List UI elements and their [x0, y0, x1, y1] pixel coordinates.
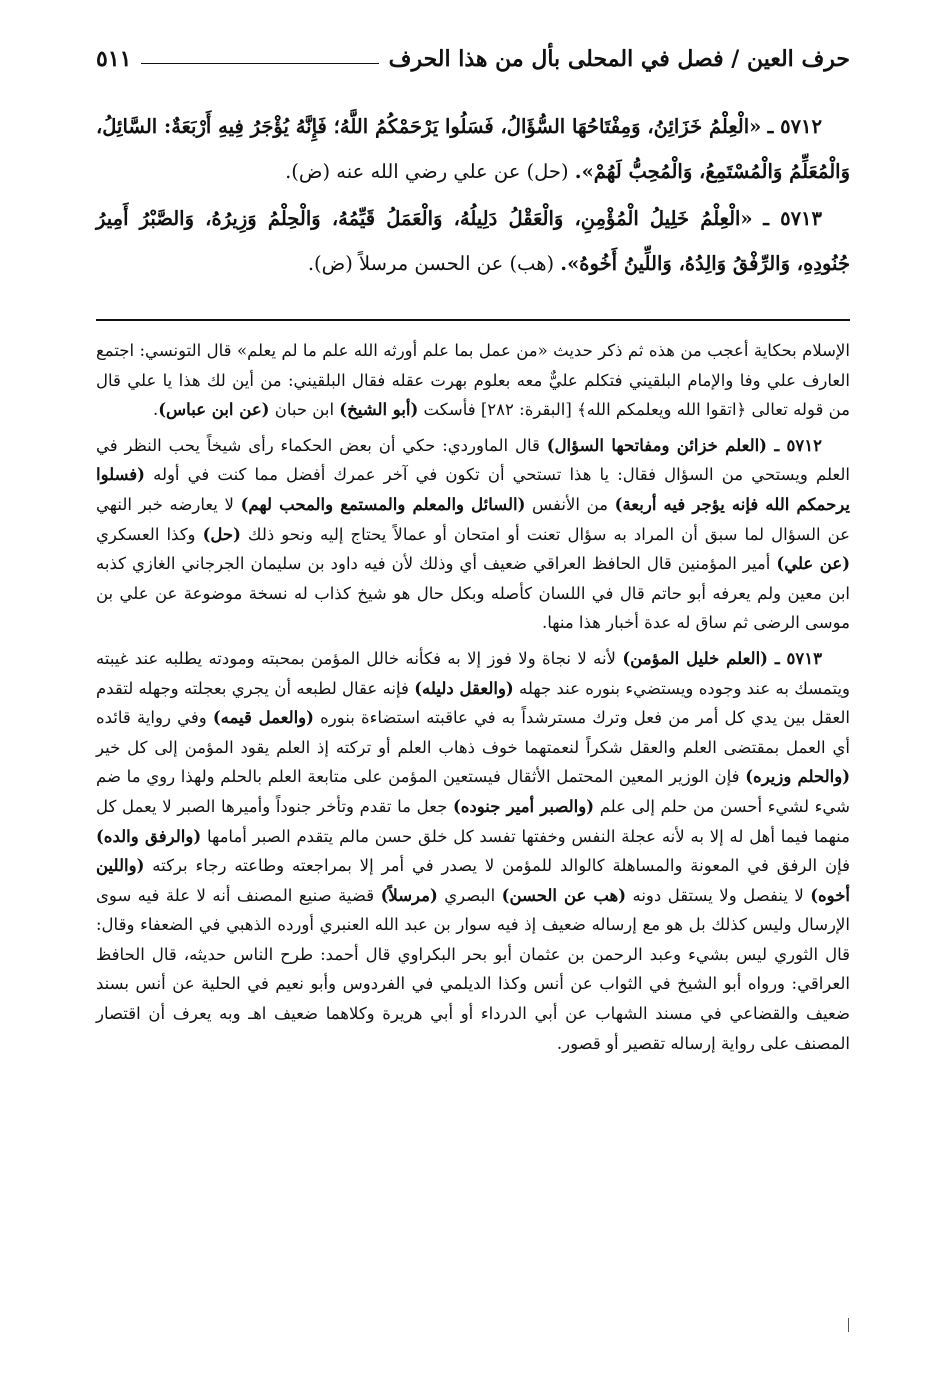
commentary-bold: (عن ابن عباس)	[158, 400, 270, 420]
commentary-bold: (والعمل قيمه)	[212, 708, 314, 728]
commentary-text: .	[152, 400, 159, 420]
commentary-text: وفي رواية قائده أي العمل بمقتضى العلم والعقل شكراً لنعمتهما خوف ذهاب العلم أو تركته إذ العلم يقود المؤمن إلى كل خير	[96, 708, 850, 757]
hadith-source: (حل) عن علي رضي الله عنه (ض).	[285, 160, 575, 183]
commentary-text: من الأنفس	[525, 494, 615, 514]
header-rule	[141, 63, 378, 64]
hadith-5712	[96, 104, 850, 194]
commentary-paragraph-5713	[96, 644, 850, 1058]
commentary-text: لا ينفصل ولا يستقل دونه	[626, 885, 811, 905]
commentary-bold: (حل)	[202, 524, 241, 544]
commentary-bold: (مرسلاً)	[380, 885, 438, 905]
hadith-source: (هب) عن الحسن مرسلاً (ض).	[307, 252, 561, 275]
commentary-bold: (والرفق والده)	[96, 826, 202, 846]
section-divider	[96, 319, 850, 321]
commentary-text: فإن الوزير المعين المحتمل الأثقال فيستعين المؤمن على متابعة العلم بالحلم ولهذا روي ما ضم شيء لشيء أحسن من حلم إلى علم	[96, 767, 850, 816]
commentary-bold: (هب عن الحسن)	[501, 885, 627, 905]
commentary-paragraph-continuation	[96, 336, 850, 425]
commentary-bold: (السائل والمعلم والمستمع والمحب لهم)	[240, 494, 526, 514]
commentary-text: لأنه لا نجاة ولا فوز إلا به فكأنه خالل المؤمن بمحبته ومودته يطلبه عند غيبته ويتمسك به عند وجوده ويستضيء بنوره عند جهله	[96, 648, 851, 698]
commentary-text: فإنه عقال لطبعه أن يجري بعجلته وجهله لتقدم العقل بين يدي كل أمر من فعل وترك مسترشداً به في عاقبته استضاءة بنوره	[96, 678, 850, 728]
running-header	[96, 40, 850, 78]
commentary-bold: (أبو الشيخ)	[339, 400, 419, 420]
hadith-number: ٥٧١٣ ـ	[763, 207, 822, 230]
commentary-bold: (واللين أخوه)	[96, 856, 850, 905]
hadith-number: ٥٧١٢ ـ	[767, 115, 822, 138]
commentary-bold: (والصبر أمير جنوده)	[452, 796, 595, 816]
commentary-bold: ٥٧١٣ ـ (العلم خليل المؤمن)	[622, 648, 822, 668]
commentary-bold: (والحلم وزيره)	[745, 767, 850, 787]
hadith-text-block	[96, 104, 850, 288]
commentary-text: جعل ما تقدم وتأخر جنوداً وأميرها الصبر لا يعمل كل منهما فيما أهل له إلا به لأنه عجلة النفس وخفتها تفسد كل خلق حسن مالم يتقدم الصبر أمامها	[96, 796, 850, 846]
hadith-matn: «الْعِلْمُ خَزَائِنُ، وَمِفْتَاحُهَا السُّؤَالُ، فَسَلُوا يَرْحَمْكُمُ اللَّهُ؛ فَإِنَّهُ يُؤْجَرُ فِيهِ أَرْبَعَةٌ: السَّائِلُ، وَالْمُعَلِّمُ وَالْمُسْتَمِعُ، وَالْمُحِبُّ لَهُمْ».	[96, 115, 850, 183]
commentary-bold: (عن علي)	[776, 554, 850, 574]
commentary-text: الإسلام بحكاية أعجب من هذه ثم ذكر حديث «من عمل بما علم أورثه الله علم ما لم يعلم» قال التونسي: اجتمع العارف علي وفا والإمام البلقيني فتكلم عليٌّ معه بعلوم بهرت عقله فقال البلقيني: من أين لك هذا يا علي قال من قوله تعالى ﴿اتقوا الله ويعلمكم الله﴾ [البقرة: ٢٨٢] فأسكت	[96, 341, 850, 420]
commentary-block	[96, 336, 850, 1064]
commentary-text: البصري	[437, 885, 502, 905]
commentary-text: لا يعارضه خبر النهي عن السؤال لما سبق أن المراد به سؤال تعنت أو امتحان أو عمالاً يحتاج إليه ونحو ذلك	[96, 494, 850, 544]
commentary-text: ابن حبان	[269, 400, 340, 420]
commentary-text: قال الماوردي: حكي أن بعض الحكماء رأى شيخاً يحب النظر في العلم ويستحي من السؤال فقال: يا هذا تستحي أن تكون في آخر عمرك أفضل مما كنت في أوله	[96, 435, 850, 485]
commentary-text: وكذا العسكري	[96, 524, 203, 544]
commentary-bold: (والعقل دليله)	[414, 678, 514, 698]
commentary-text: أمير المؤمنين قال الحافظ العراقي ضعيف أي وذلك لأن فيه داود بن سليمان الجرجاني الغازي كذبه ابن معين ولم يعرفه أبو حاتم قال في اللسان كأصله وبكل حال هو شيخ كذاب له نسخة موضوعة عن علي بن موسى الرضى ثم ساق له عدة أخبار هذا منها.	[96, 554, 850, 633]
header-title: حرف العين / فصل في المحلى بأل من هذا الحرف	[388, 46, 850, 72]
commentary-paragraph-5712	[96, 431, 850, 638]
commentary-text: فإن الرفق في المعونة والمساهلة كالوالد للمؤمن لا يصدر في أمر إلا بمراجعته وطاعته رجاء بركته	[144, 856, 850, 876]
hadith-matn: «الْعِلْمُ خَلِيلُ الْمُؤْمِنِ، وَالْعَقْلُ دَلِيلُهُ، وَالْعَمَلُ قَيِّمُهُ، وَالْحِلْمُ وَزِيرُهُ، وَالصَّبْرُ أَمِيرُ جُنُودِهِ، وَالرِّفْقُ وَالِدُهُ، وَاللِّينُ أَخُوهُ».	[96, 207, 850, 275]
commentary-text: قضية صنيع المصنف أنه لا علة فيه سوى الإرسال وليس كذلك بل هو مع إرساله ضعيف إذ فيه سوار بن عبد الله العنبري أورده الذهبي في الضعفاء وقال: قال الثوري ليس بشيء وعبد الرحمن بن عثمان أبو بحر البكراوي قال أحمد: طرح الناس حديثه، قال الحافظ العراقي: ورواه أبو الشيخ في الثواب عن أنس وكذا الديلمي في الفردوس وأبو نعيم في الحلية عن أنس بسند ضعيف والقضاعي في مسند الشهاب عن أبي الدرداء أو أبي هريرة وكلاهما ضعيف اهـ وبه يعرف أن اقتصار المصنف على رواية إرساله تقصير أو قصور.	[96, 885, 850, 1053]
commentary-bold: (فسلوا يرحمكم الله فإنه يؤجر فيه أربعة)	[96, 465, 850, 514]
footer-mark	[848, 1318, 849, 1332]
commentary-bold: ٥٧١٢ ـ (العلم خزائن ومفاتحها السؤال)	[546, 435, 822, 455]
page-number: ٥١١	[96, 46, 132, 72]
hadith-5713	[96, 196, 850, 286]
